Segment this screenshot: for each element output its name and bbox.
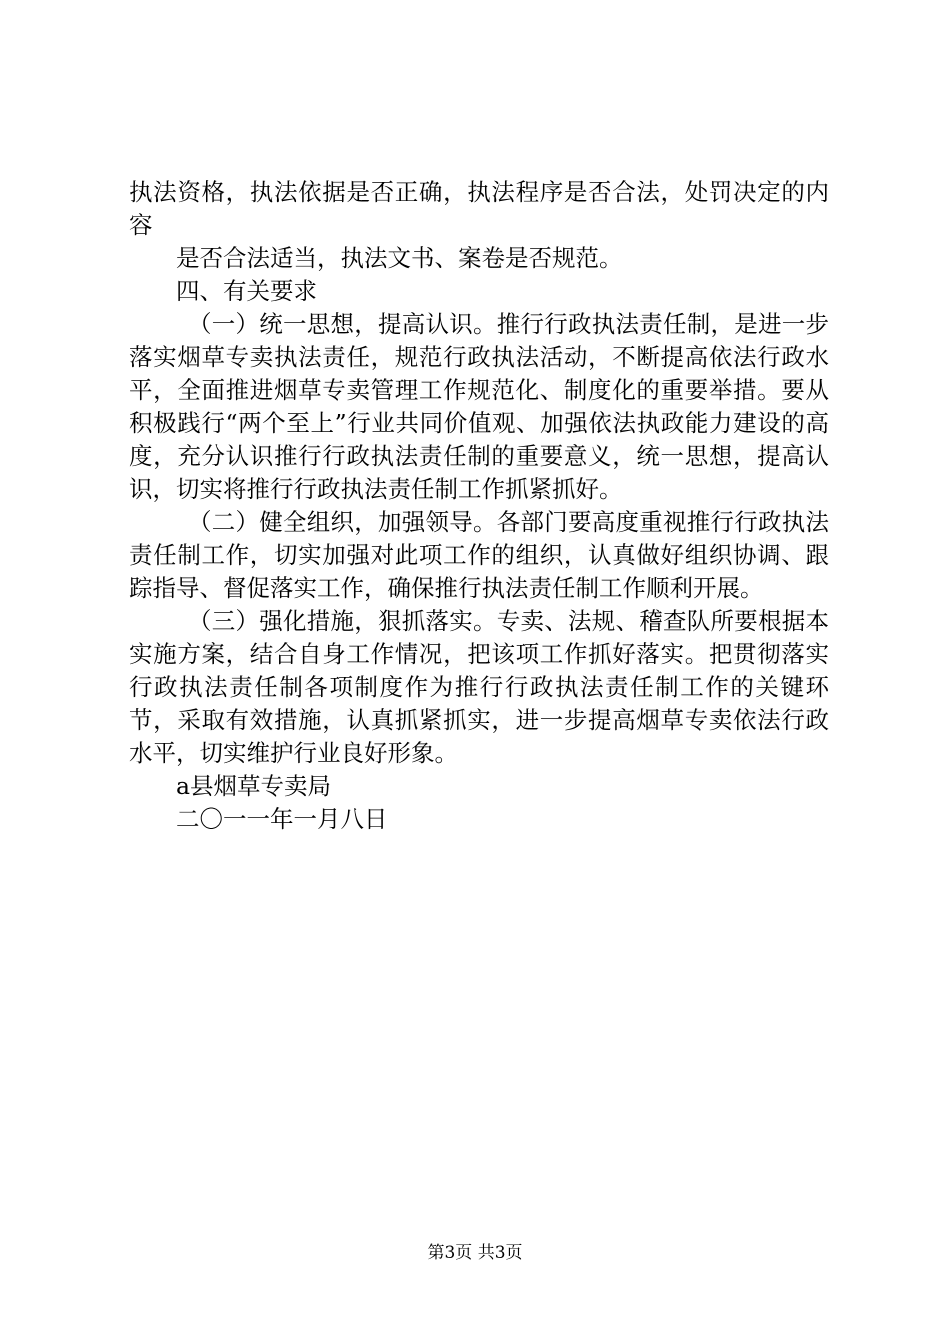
page-footer [0,1243,950,1263]
paragraph-requirement-two: （二）健全组织，加强领导。各部门要高度重视推行行政执法责任制工作，切实加强对此项工作的组织，认真做好组织协调、跟踪指导、督促落实工作，确保推行执法责任制工作顺利开展。 [129,508,829,602]
signature-date: 二〇一一年一月八日 [176,805,388,833]
document-body [129,176,829,836]
section-heading-requirements: 四、有关要求 [176,277,317,305]
signature-organization: a县烟草专卖局 [176,772,332,800]
paragraph-requirement-one: （一）统一思想，提高认识。推行行政执法责任制，是进一步落实烟草专卖执法责任，规范行政执法活动，不断提高依法行政水平，全面推进烟草专卖管理工作规范化、制度化的重要举措。要从积极践行“两个至上”行业共同价值观、加强依法执政能力建设的高度，充分认识推行行政执法责任制的重要意义，统一思想，提高认识，切实将推行行政执法责任制工作抓紧抓好。 [129,310,829,503]
paragraph-enforcement-continuation: 是否合法适当，执法文书、案卷是否规范。 [176,244,623,272]
paragraph-enforcement-qualification: 执法资格，执法依据是否正确，执法程序是否合法，处罚决定的内容 [129,178,829,239]
page-number-label: 第3页 共3页 [427,1243,523,1263]
paragraph-requirement-three: （三）强化措施，狠抓落实。专卖、法规、稽查队所要根据本实施方案，结合自身工作情况，把该项工作抓好落实。把贯彻落实行政执法责任制各项制度作为推行行政执法责任制工作的关键环节，采取有效措施，认真抓紧抓实，进一步提高烟草专卖依法行政水平，切实维护行业良好形象。 [129,607,829,767]
